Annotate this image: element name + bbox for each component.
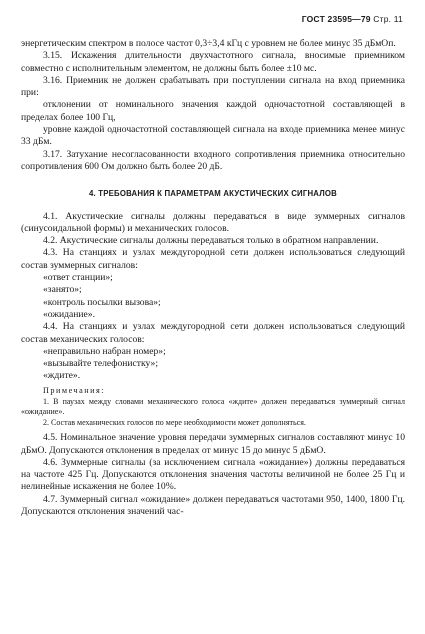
note-1: 1. В паузах между словами механического голоса «ждите» должен передаваться зуммерный сигнал «ожидание».: [21, 397, 405, 417]
list-item: «ожидание».: [43, 308, 95, 320]
clause-3-16: 3.16. Приемник не должен срабатывать при поступлении сигнала на вход приемника при:: [21, 74, 405, 99]
section-4-heading: 4. ТРЕБОВАНИЯ К ПАРАМЕТРАМ АКУСТИЧЕСКИХ СИГНАЛОВ: [88, 189, 337, 199]
clause-4-6: 4.6. Зуммерные сигналы (за исключением сигнала «ожидание») должны передаваться на частоте 425 Гц. Допускаются отклонения значения частоты величиной не более 25 Гц и нелинейные искажения не более 10%.: [21, 456, 405, 493]
page-header: [302, 14, 403, 24]
list-item: «ответ станции»;: [43, 272, 113, 284]
standard-number: ГОСТ 23595—79: [301, 14, 371, 24]
clause-3-16-item-a: отклонении от номинального значения каждой одночастотной составляющей в пределах более 100 Гц,: [21, 99, 405, 123]
clause-3-16-item-b: уровне каждой одночастотной составляющей сигнала на входе приемника менее минус 33 дБм.: [21, 124, 405, 148]
clause-4-5: 4.5. Номинальное значение уровня передачи зуммерных сигналов составляют минус 10 дБмО. Допускаются отклонения в пределах от минус 15 до минус 5 дБмО.: [21, 432, 405, 456]
list-item: «неправильно набран номер»;: [43, 345, 166, 357]
page-number: Стр. 11: [373, 14, 403, 24]
list-item: «ждите».: [43, 370, 81, 382]
notes-title: Примечания:: [43, 385, 106, 395]
note-2: 2. Состав механических голосов по мере необходимости может дополняться.: [43, 417, 306, 427]
clause-3-17: 3.17. Затухание несогласованности входного сопротивления приемника относительно сопротивления 600 Ом должно быть более 20 дБ.: [21, 148, 405, 172]
clause-4-3: 4.3. На станциях и узлах междугородной сети должен использоваться следующий состав зуммерных сигналов:: [21, 247, 405, 271]
list-item: «контроль посылки вызова»;: [43, 296, 161, 308]
clause-4-2: 4.2. Акустические сигналы должны передаваться только в обратном направлении.: [43, 235, 379, 247]
clause-4-4: 4.4. На станциях и узлах междугородной сети должен использоваться следующий состав механических голосов:: [21, 321, 405, 345]
clause-4-7: 4.7. Зуммерный сигнал «ожидание» должен передаваться частотами 950, 1400, 1800 Гц. Допускаются отклонения значений час-: [21, 493, 405, 518]
list-item: «занято»;: [43, 284, 82, 296]
clause-4-1: 4.1. Акустические сигналы должны передаваться в виде зуммерных сигналов (синусоидальной формы) и механических голосов.: [21, 210, 405, 234]
clause-3-15: 3.15. Искажения длительности двухчастотного сигнала, вносимые приемником совместно с исполнительным элементом, не должны быть более ±10 мс.: [21, 50, 405, 74]
list-item: «вызывайте телефонистку»;: [43, 358, 159, 370]
document-body: [21, 38, 405, 518]
paragraph-continuation: энергетическим спектром в полосе частот 0,3÷3,4 кГц с уровнем не более минус 35 дБмОп.: [21, 38, 396, 49]
